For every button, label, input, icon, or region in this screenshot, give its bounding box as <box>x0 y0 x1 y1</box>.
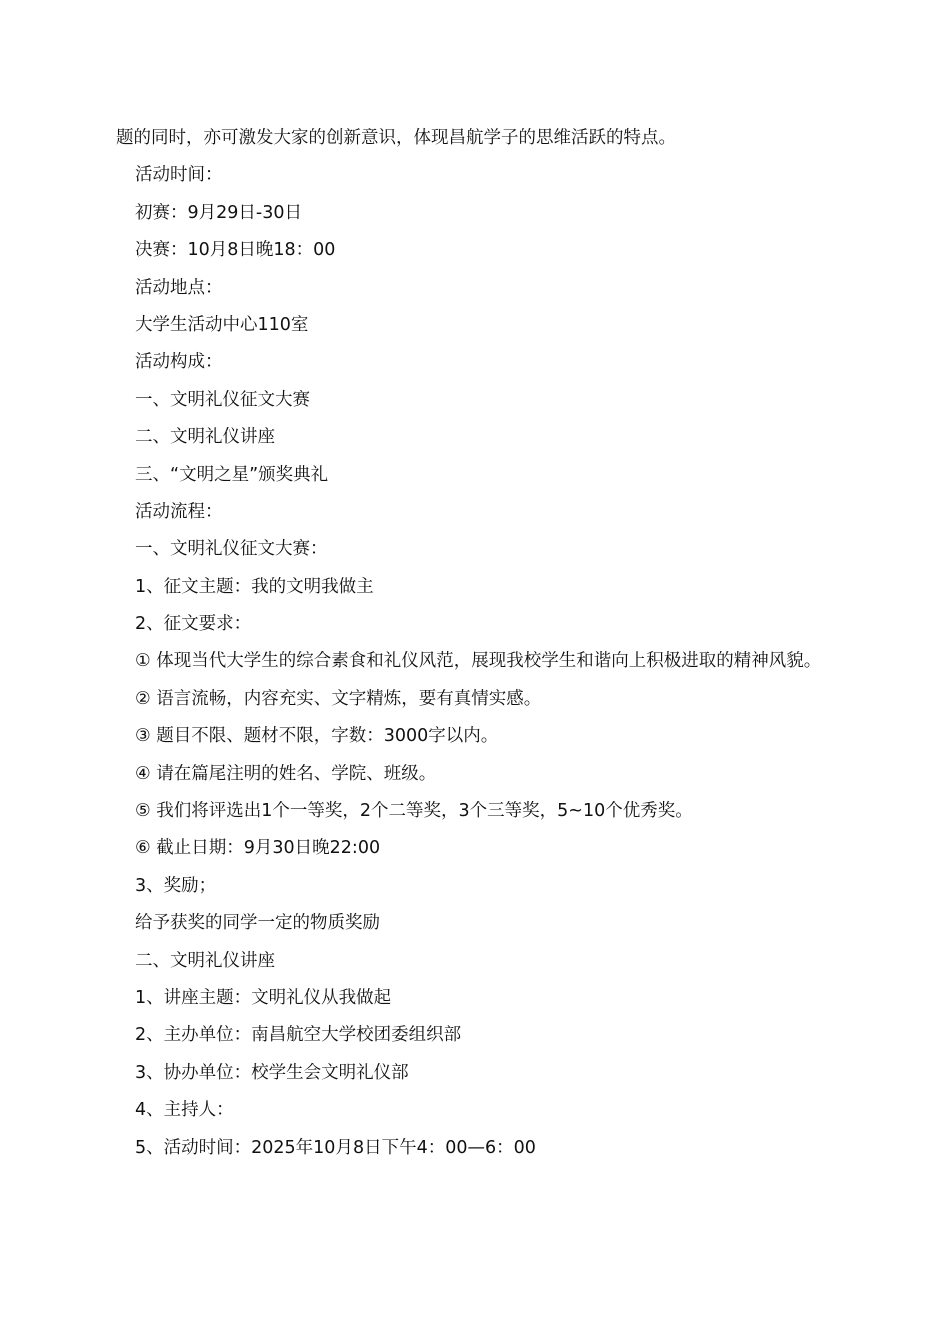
paragraph-line: 2、主办单位：南昌航空大学校团委组织部 <box>135 1025 462 1046</box>
paragraph-line: ① 体现当代大学生的综合素食和礼仪风范，展现我校学生和谐向上积极进取的精神风貌。 <box>135 651 822 672</box>
paragraph-line: 决赛：10月8日晚18：00 <box>135 240 336 261</box>
paragraph-line: ② 语言流畅，内容充实、文字精炼，要有真情实感。 <box>135 688 542 709</box>
paragraph-line: ③ 题目不限、题材不限，字数：3000字以内。 <box>135 726 499 747</box>
paragraph-line: 活动构成： <box>135 352 223 373</box>
paragraph-line: ④ 请在篇尾注明的姓名、学院、班级。 <box>135 763 437 784</box>
paragraph-line: 4、主持人： <box>135 1100 234 1121</box>
paragraph-line: ⑥ 截止日期：9月30日晚22:00 <box>135 838 381 859</box>
paragraph-line: 大学生活动中心110室 <box>135 314 309 335</box>
paragraph-line: 二、文明礼仪讲座 <box>135 950 275 971</box>
paragraph-line: 1、征文主题：我的文明我做主 <box>135 576 374 597</box>
paragraph-line: 活动时间： <box>135 165 223 186</box>
paragraph-line: 1、讲座主题：文明礼仪从我做起 <box>135 988 392 1008</box>
paragraph-line: 2、征文要求： <box>135 614 252 635</box>
paragraph-line: 一、文明礼仪征文大赛 <box>135 389 310 410</box>
paragraph-line: 3、奖励； <box>135 875 217 896</box>
paragraph-line: 一、文明礼仪征文大赛： <box>135 539 328 560</box>
paragraph-line: 二、文明礼仪讲座 <box>135 427 275 448</box>
paragraph-line: 三、“文明之星”颁奖典礼 <box>135 464 329 485</box>
paragraph-line: 初赛：9月29日-30日 <box>135 202 302 223</box>
paragraph-line: 5、活动时间：2025年10月8日下午4：00—6：00 <box>135 1137 536 1158</box>
paragraph-line: 3、协办单位：校学生会文明礼仪部 <box>135 1062 409 1083</box>
paragraph-line: 活动流程： <box>135 501 223 522</box>
paragraph-line: ⑤ 我们将评选出1个一等奖，2个二等奖，3个三等奖，5~10个优秀奖。 <box>135 801 693 822</box>
paragraph-line: 给予获奖的同学一定的物质奖励 <box>135 913 380 934</box>
paragraph-line: 题的同时，亦可激发大家的创新意识，体现昌航学子的思维活跃的特点。 <box>116 128 676 148</box>
document-body <box>116 120 836 1167</box>
paragraph-line: 活动地点： <box>135 277 223 298</box>
